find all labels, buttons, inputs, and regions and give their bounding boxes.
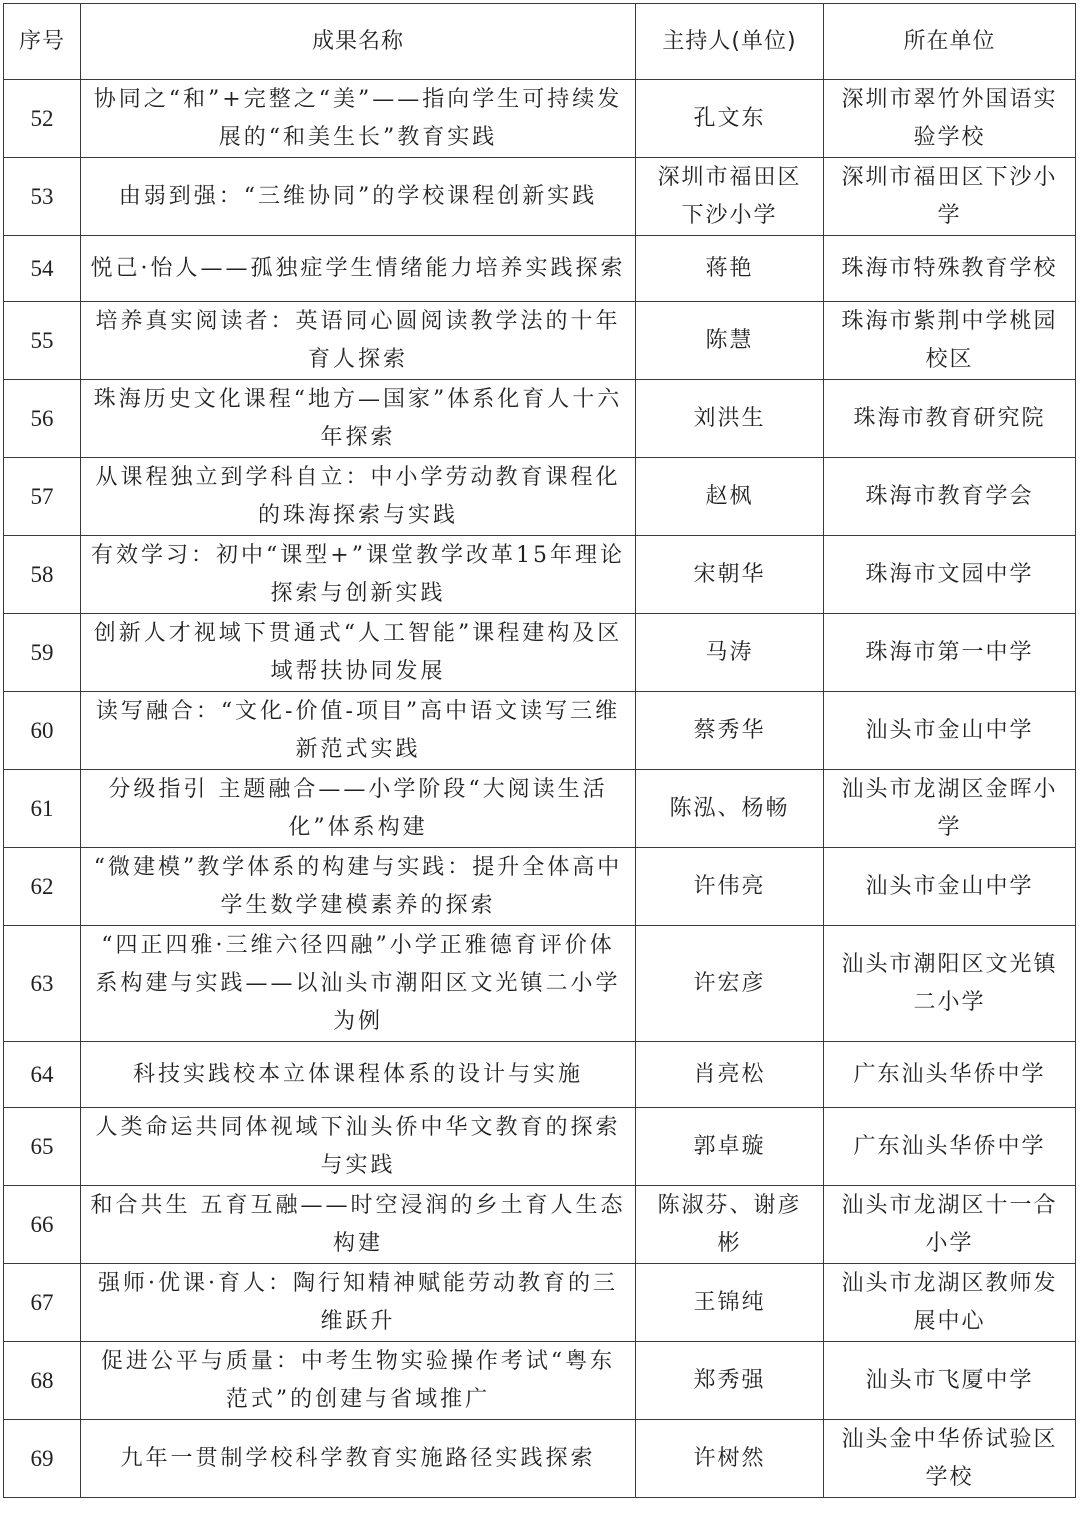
row-title: 从课程独立到学科自立：中小学劳动教育课程化的珠海探索与实践 — [81, 458, 636, 536]
row-num: 59 — [4, 614, 81, 692]
table-row — [4, 848, 1076, 926]
row-title: 悦己·怡人——孤独症学生情绪能力培养实践探索 — [81, 236, 636, 302]
row-host: 蔡秀华 — [636, 692, 824, 770]
row-unit: 深圳市翠竹外国语实验学校 — [824, 80, 1076, 158]
row-num: 62 — [4, 848, 81, 926]
row-unit: 广东汕头华侨中学 — [824, 1042, 1076, 1108]
table-row — [4, 614, 1076, 692]
table-row — [4, 458, 1076, 536]
row-host: 陈淑芬、谢彦彬 — [636, 1186, 824, 1264]
row-unit: 深圳市福田区下沙小学 — [824, 158, 1076, 236]
row-unit: 汕头市龙湖区金晖小学 — [824, 770, 1076, 848]
table-row — [4, 158, 1076, 236]
table-row — [4, 1186, 1076, 1264]
results-table — [3, 3, 1076, 1498]
row-num: 61 — [4, 770, 81, 848]
row-num: 63 — [4, 926, 81, 1042]
row-unit: 珠海市第一中学 — [824, 614, 1076, 692]
table-row — [4, 80, 1076, 158]
header-unit: 所在单位 — [824, 4, 1076, 80]
row-title: 由弱到强：“三维协同”的学校课程创新实践 — [81, 158, 636, 236]
row-unit: 珠海市特殊教育学校 — [824, 236, 1076, 302]
table-row — [4, 536, 1076, 614]
table-row — [4, 926, 1076, 1042]
row-title: 创新人才视域下贯通式“人工智能”课程建构及区域帮扶协同发展 — [81, 614, 636, 692]
header-title: 成果名称 — [81, 4, 636, 80]
row-unit: 汕头金中华侨试验区学校 — [824, 1420, 1076, 1498]
row-num: 69 — [4, 1420, 81, 1498]
row-title: 培养真实阅读者：英语同心圆阅读教学法的十年育人探索 — [81, 302, 636, 380]
row-title: 读写融合：“文化-价值-项目”高中语文读写三维新范式实践 — [81, 692, 636, 770]
row-title: 协同之“和”+完整之“美”——指向学生可持续发展的“和美生长”教育实践 — [81, 80, 636, 158]
row-host: 许宏彦 — [636, 926, 824, 1042]
table-row — [4, 1108, 1076, 1186]
row-num: 64 — [4, 1042, 81, 1108]
row-host: 陈慧 — [636, 302, 824, 380]
row-unit: 珠海市文园中学 — [824, 536, 1076, 614]
row-unit: 汕头市金山中学 — [824, 692, 1076, 770]
row-unit: 汕头市飞厦中学 — [824, 1342, 1076, 1420]
row-unit: 汕头市潮阳区文光镇二小学 — [824, 926, 1076, 1042]
results-table-container — [3, 3, 1076, 1498]
row-title: 分级指引 主题融合——小学阶段“大阅读生活化”体系构建 — [81, 770, 636, 848]
row-unit: 珠海市紫荆中学桃园校区 — [824, 302, 1076, 380]
row-host: 许树然 — [636, 1420, 824, 1498]
row-num: 53 — [4, 158, 81, 236]
row-num: 55 — [4, 302, 81, 380]
table-row — [4, 1264, 1076, 1342]
row-title: “微建模”教学体系的构建与实践：提升全体高中学生数学建模素养的探索 — [81, 848, 636, 926]
row-num: 66 — [4, 1186, 81, 1264]
row-unit: 汕头市龙湖区十一合小学 — [824, 1186, 1076, 1264]
row-unit: 珠海市教育学会 — [824, 458, 1076, 536]
table-row — [4, 236, 1076, 302]
row-num: 52 — [4, 80, 81, 158]
row-title: 人类命运共同体视域下汕头侨中华文教育的探索与实践 — [81, 1108, 636, 1186]
row-unit: 珠海市教育研究院 — [824, 380, 1076, 458]
table-row — [4, 1420, 1076, 1498]
row-num: 57 — [4, 458, 81, 536]
row-host: 赵枫 — [636, 458, 824, 536]
row-num: 56 — [4, 380, 81, 458]
row-host: 深圳市福田区下沙小学 — [636, 158, 824, 236]
row-host: 刘洪生 — [636, 380, 824, 458]
row-num: 68 — [4, 1342, 81, 1420]
table-row — [4, 770, 1076, 848]
row-title: 和合共生 五育互融——时空浸润的乡土育人生态构建 — [81, 1186, 636, 1264]
row-host: 陈泓、杨畅 — [636, 770, 824, 848]
row-title: 九年一贯制学校科学教育实施路径实践探索 — [81, 1420, 636, 1498]
row-title: 强师·优课·育人：陶行知精神赋能劳动教育的三维跃升 — [81, 1264, 636, 1342]
table-row — [4, 692, 1076, 770]
row-host: 蒋艳 — [636, 236, 824, 302]
row-host: 郭卓璇 — [636, 1108, 824, 1186]
table-header-row — [4, 4, 1076, 80]
row-title: 珠海历史文化课程“地方—国家”体系化育人十六年探索 — [81, 380, 636, 458]
row-host: 王锦纯 — [636, 1264, 824, 1342]
table-row — [4, 380, 1076, 458]
row-unit: 汕头市金山中学 — [824, 848, 1076, 926]
row-num: 60 — [4, 692, 81, 770]
row-host: 宋朝华 — [636, 536, 824, 614]
table-row — [4, 1042, 1076, 1108]
row-title: 科技实践校本立体课程体系的设计与实施 — [81, 1042, 636, 1108]
row-num: 65 — [4, 1108, 81, 1186]
table-row — [4, 1342, 1076, 1420]
header-host: 主持人(单位) — [636, 4, 824, 80]
row-title: 有效学习：初中“课型+”课堂教学改革15年理论探索与创新实践 — [81, 536, 636, 614]
row-host: 马涛 — [636, 614, 824, 692]
row-host: 郑秀强 — [636, 1342, 824, 1420]
row-num: 54 — [4, 236, 81, 302]
row-unit: 广东汕头华侨中学 — [824, 1108, 1076, 1186]
table-row — [4, 302, 1076, 380]
row-host: 肖亮松 — [636, 1042, 824, 1108]
row-title: 促进公平与质量：中考生物实验操作考试“粤东范式”的创建与省域推广 — [81, 1342, 636, 1420]
row-unit: 汕头市龙湖区教师发展中心 — [824, 1264, 1076, 1342]
row-host: 许伟亮 — [636, 848, 824, 926]
row-num: 58 — [4, 536, 81, 614]
row-num: 67 — [4, 1264, 81, 1342]
header-num: 序号 — [4, 4, 81, 80]
row-host: 孔文东 — [636, 80, 824, 158]
row-title: “四正四雅·三维六径四融”小学正雅德育评价体系构建与实践——以汕头市潮阳区文光镇二小学为例 — [81, 926, 636, 1042]
